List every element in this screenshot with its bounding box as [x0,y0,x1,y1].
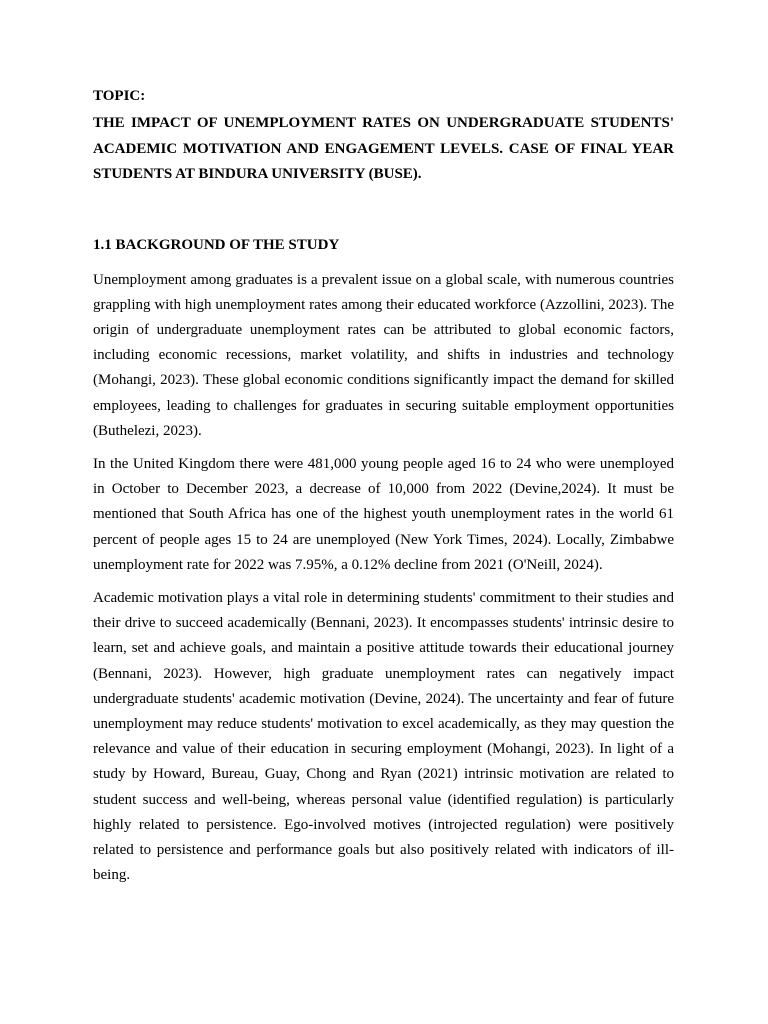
topic-label: TOPIC: [93,88,146,104]
body-paragraph-1: Unemployment among graduates is a prevalent issue on a global scale, with numerous countries grappling with high unemployment rates among their educated workforce (Azzollini, 2023). The origin of undergraduate unemployment rates can be attributed to global economic factors, including economic recessions, market volatility, and shifts in industries and technology (Mohangi, 2023). These global economic conditions significantly impact the demand for skilled employees, leading to challenges for graduates in securing suitable employment opportunities (Buthelezi, 2023). [93,271,674,439]
body-paragraph-2: In the United Kingdom there were 481,000 young people aged 16 to 24 who were unemployed in October to December 2023, a decrease of 10,000 from 2022 (Devine,2024). It must be mentioned that South Africa has one of the highest youth unemployment rates in the world 61 percent of people ages 15 to 24 are unemployed (New York Times, 2024). Locally, Zimbabwe unemployment rate for 2022 was 7.95%, a 0.12% decline from 2021 (O'Neill, 2024). [93,455,674,573]
document-page [93,86,674,896]
document-title: THE IMPACT OF UNEMPLOYMENT RATES ON UNDERGRADUATE STUDENTS' ACADEMIC MOTIVATION AND ENGAGEMENT LEVELS. CASE OF FINAL YEAR STUDENTS AT BINDURA UNIVERSITY (BUSE). [93,115,674,182]
section-heading: 1.1 BACKGROUND OF THE STUDY [93,236,340,253]
body-paragraph-3: Academic motivation plays a vital role in determining students' commitment to their studies and their drive to succeed academically (Bennani, 2023). It encompasses students' intrinsic desire to learn, set and achieve goals, and maintain a positive attitude towards their educational journey (Bennani, 2023). However, high graduate unemployment rates can negatively impact undergraduate students' academic motivation (Devine, 2024). The uncertainty and fear of future unemployment may reduce students' motivation to excel academically, as they may question the relevance and value of their education in securing employment (Mohangi, 2023). In light of a study by Howard, Bureau, Guay, Chong and Ryan (2021) intrinsic motivation are related to student success and well-being, whereas personal value (identified regulation) is particularly highly related to persistence. Ego-involved motives (introjected regulation) were positively related to persistence and performance goals but also positively related with indicators of ill-being. [93,589,674,884]
